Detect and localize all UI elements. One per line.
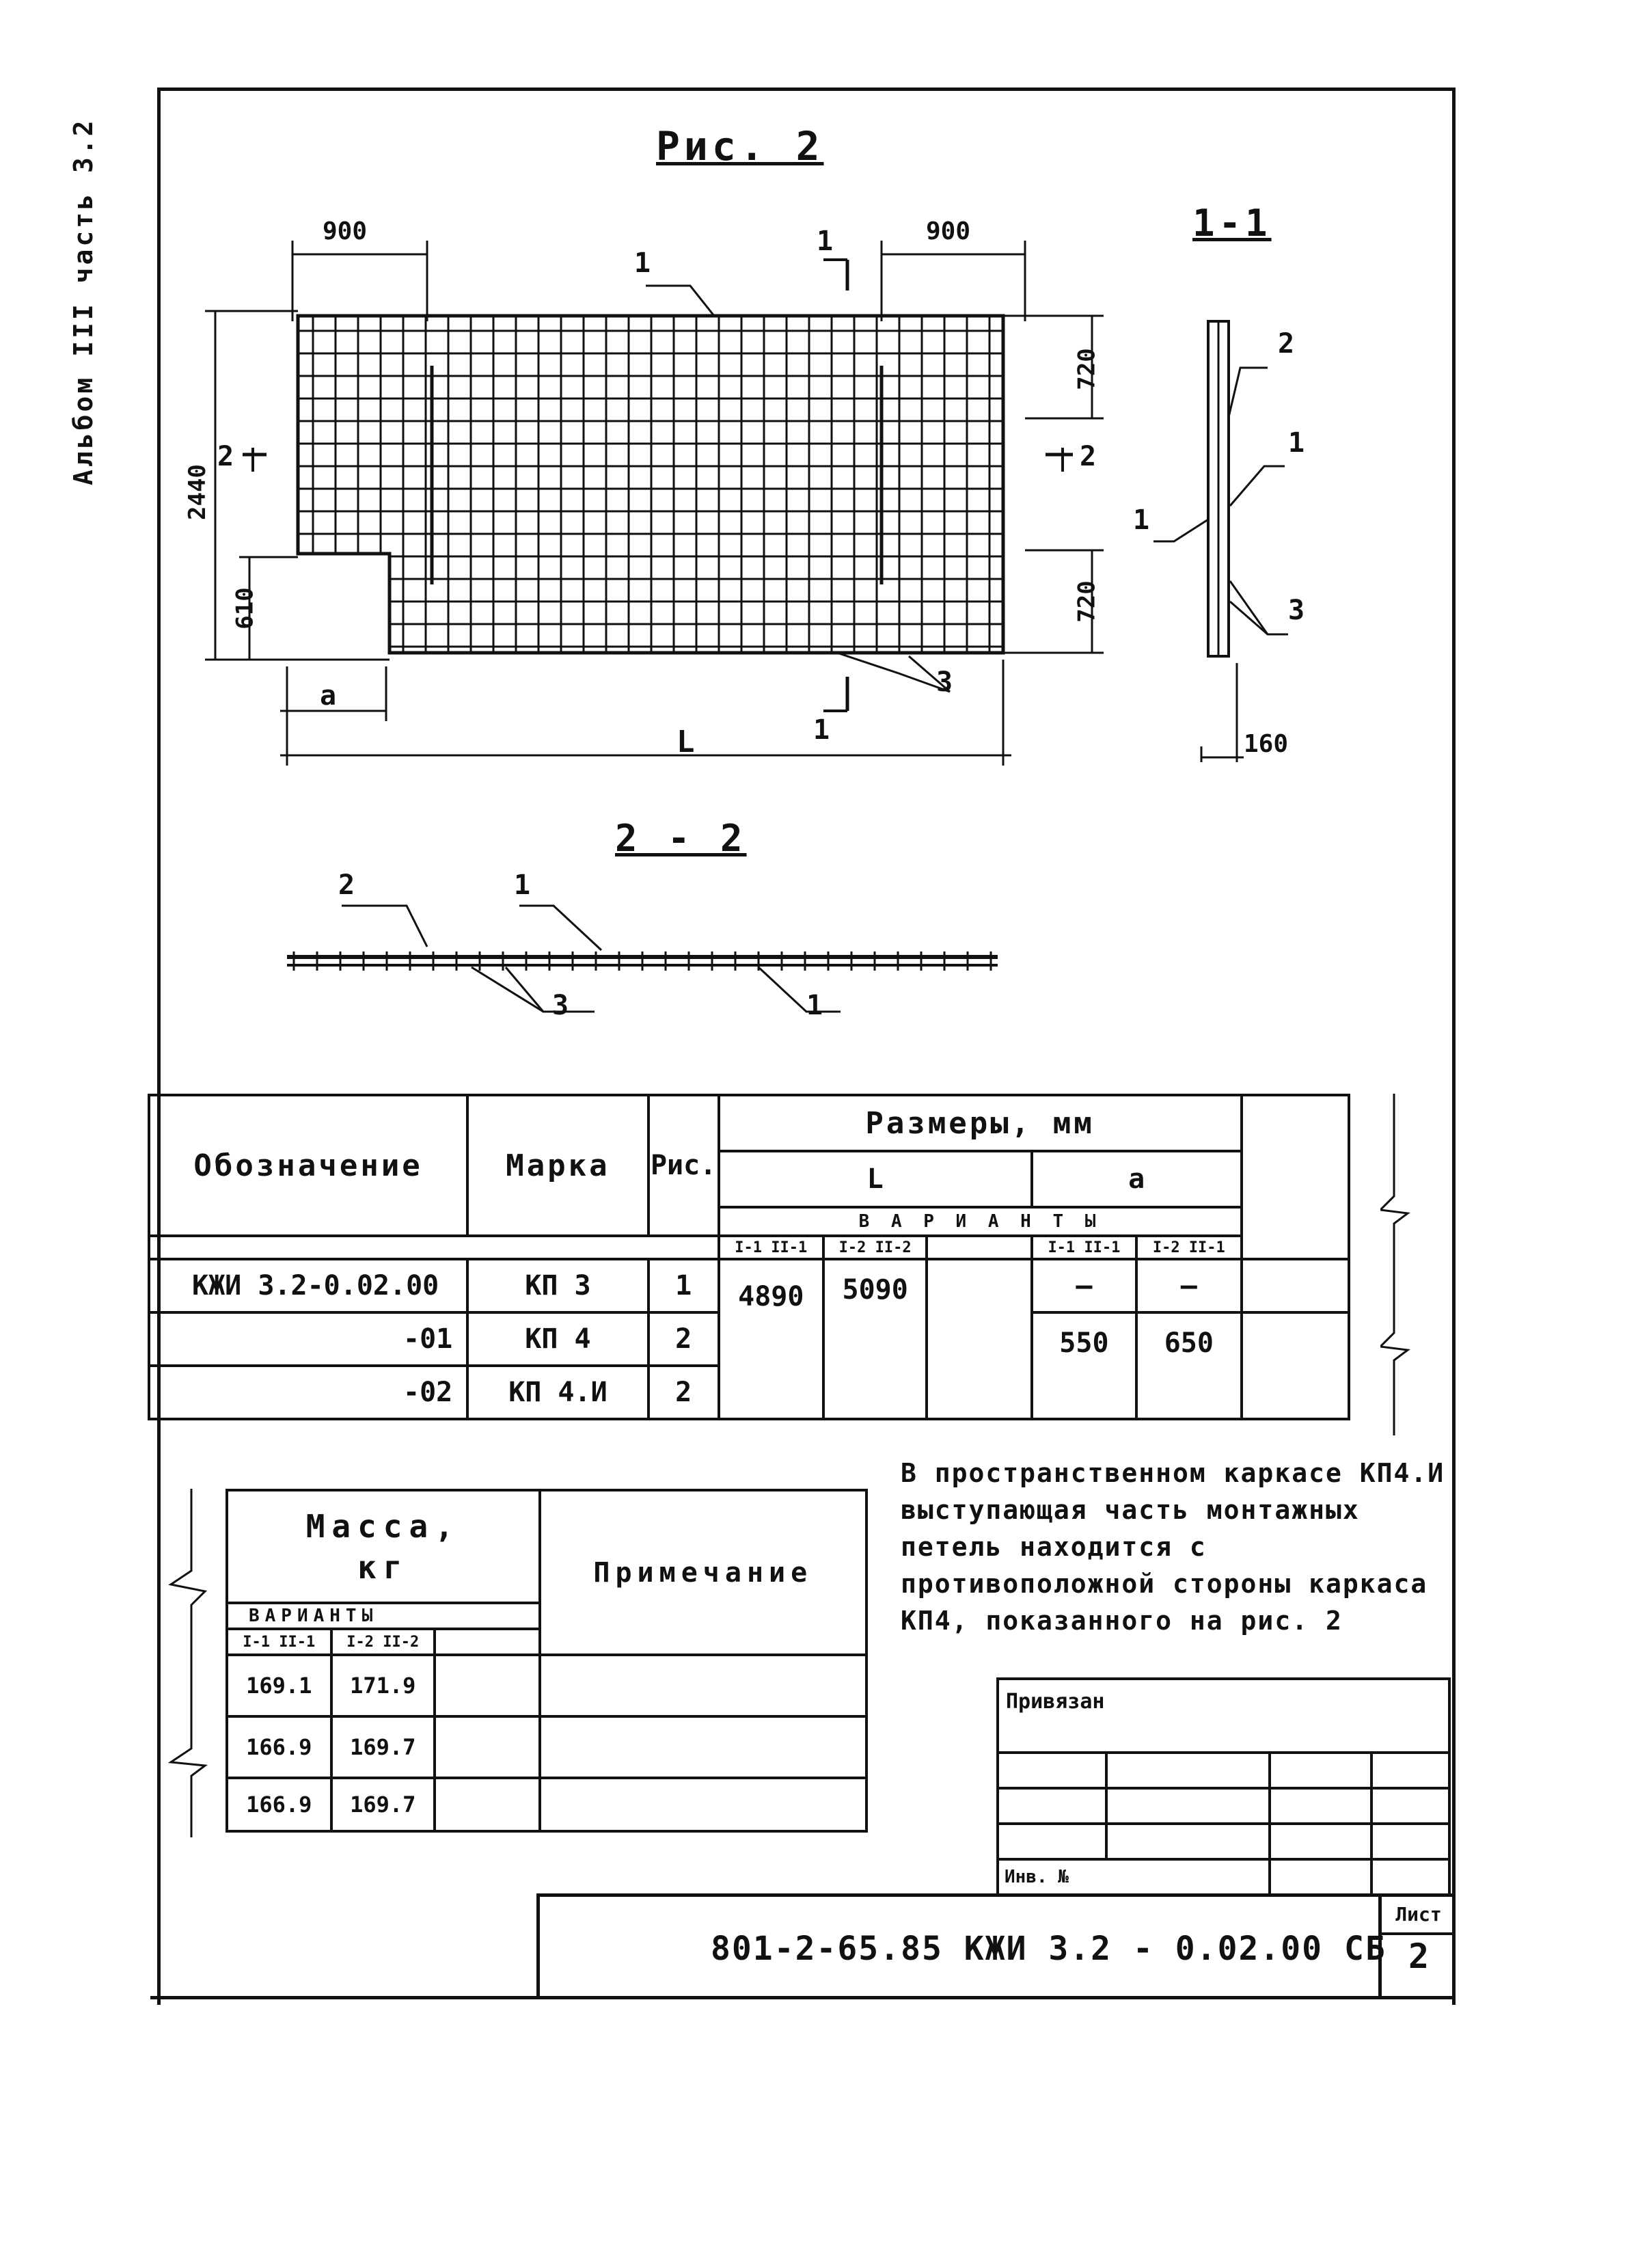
- a-value-2: 650: [1136, 1312, 1241, 1419]
- a-value-1: 550: [1032, 1312, 1136, 1419]
- mass-row3-1: 166.9: [227, 1778, 331, 1831]
- mass-row2-note: [540, 1716, 866, 1778]
- mass-table: [226, 1489, 868, 1833]
- callout-3-plan: 3: [936, 666, 953, 698]
- row2-mark: КП 4: [467, 1312, 648, 1366]
- row1-extra: [1242, 1259, 1349, 1312]
- mass-variants: ВАРИАНТЫ: [227, 1603, 540, 1629]
- break-mark-left: [157, 1489, 212, 1837]
- header-variants: В А Р И А Н Т Ы: [719, 1207, 1242, 1236]
- header-mark: Марка: [467, 1095, 648, 1236]
- mass-row2-3: [435, 1716, 540, 1778]
- dim-720-bottom: 720: [1073, 580, 1101, 623]
- album-label-text: Альбом III часть 3.2: [68, 118, 98, 485]
- row1-designation: КЖИ 3.2-0.02.00: [149, 1259, 467, 1312]
- a-row1-1: —: [1032, 1259, 1136, 1312]
- sheet-box: [1378, 1897, 1456, 1999]
- dim-720-top: 720: [1073, 348, 1101, 390]
- sec11-callout-1b: 1: [1133, 504, 1150, 536]
- row2-fig: 2: [648, 1312, 719, 1366]
- spec-right-empty: [1242, 1095, 1349, 1259]
- L-value-3: [927, 1259, 1031, 1419]
- mass-variant-2: I-2 II-2: [331, 1629, 435, 1655]
- sec22-callout-1a: 1: [514, 869, 531, 901]
- frame-drawings: [0, 0, 1625, 1066]
- mass-row1-note: [540, 1655, 866, 1716]
- row23-extra: [1242, 1312, 1349, 1419]
- header-fig: Рис.: [648, 1095, 719, 1236]
- header-sizes: Размеры, мм: [719, 1095, 1242, 1151]
- header-a: а: [1032, 1151, 1242, 1207]
- L-value-1: 4890: [719, 1259, 823, 1419]
- mass-row1-1: 169.1: [227, 1655, 331, 1716]
- header-L: L: [719, 1151, 1032, 1207]
- dim-2440: 2440: [183, 464, 211, 520]
- sheet-number: 2: [1408, 1936, 1430, 1976]
- dim-900-left: 900: [323, 217, 368, 245]
- row3-designation: -02: [149, 1366, 467, 1419]
- mass-row3-2: 169.7: [331, 1778, 435, 1831]
- row3-fig: 2: [648, 1366, 719, 1419]
- row1-fig: 1: [648, 1259, 719, 1312]
- mass-title: Масса,: [305, 1507, 461, 1545]
- dim-900-right: 900: [926, 217, 971, 245]
- mass-row3-3: [435, 1778, 540, 1831]
- variant-L-1: I-1 II-1: [719, 1236, 823, 1259]
- callout-1-plan: 1: [634, 247, 651, 279]
- cut-1-bottom: 1: [813, 714, 830, 746]
- binding-block: [996, 1677, 1451, 1896]
- header-designation: Обозначение: [149, 1095, 467, 1236]
- header-note: Примечание: [540, 1490, 866, 1655]
- variant-a-2: I-2 II-1: [1136, 1236, 1241, 1259]
- row2-designation: -01: [149, 1312, 467, 1366]
- cut-2-left: 2: [217, 441, 234, 472]
- sec11-callout-3: 3: [1288, 595, 1305, 626]
- mass-unit: кг: [357, 1548, 409, 1586]
- inventory-number: Инв. №: [998, 1859, 1270, 1895]
- mass-variant-3: [435, 1629, 540, 1655]
- section-1-1-title: 1-1: [1192, 202, 1272, 245]
- cut-2-right: 2: [1080, 441, 1097, 472]
- row3-mark: КП 4.И: [467, 1366, 648, 1419]
- section-2-2-title: 2 - 2: [615, 817, 747, 860]
- dim-L: L: [677, 725, 695, 759]
- row1-mark: КП 3: [467, 1259, 648, 1312]
- specification-table: [148, 1094, 1350, 1420]
- binding-title: Привязан: [998, 1679, 1449, 1753]
- sec22-callout-2: 2: [338, 869, 355, 901]
- sec11-callout-2: 2: [1278, 328, 1295, 360]
- mass-row1-3: [435, 1655, 540, 1716]
- sec22-callout-1b: 1: [806, 990, 823, 1021]
- mass-row1-2: 171.9: [331, 1655, 435, 1716]
- variant-a-1: I-1 II-1: [1032, 1236, 1136, 1259]
- sec11-callout-1a: 1: [1288, 427, 1305, 459]
- mass-row2-2: 169.7: [331, 1716, 435, 1778]
- mass-row2-1: 166.9: [227, 1716, 331, 1778]
- spec-blank-sub: [149, 1236, 719, 1259]
- sheet-label: Лист: [1382, 1897, 1456, 1935]
- break-mark-right: [1380, 1094, 1435, 1435]
- note-text: В пространственном каркасе КП4.И выступающая часть монтажных петель находится с противоположной стороны каркаса КП4, показанного на рис. 2: [901, 1458, 1445, 1636]
- a-row1-2: —: [1136, 1259, 1241, 1312]
- mass-header: [227, 1490, 540, 1603]
- variant-L-3: [927, 1236, 1031, 1259]
- mesh-grid: [298, 316, 1003, 653]
- dim-610: 610: [231, 587, 259, 630]
- sec11-dim-160: 160: [1244, 730, 1289, 758]
- figure-title: Рис. 2: [656, 123, 824, 170]
- cut-1-top: 1: [817, 226, 834, 257]
- document-code: 801-2-65.85 КЖИ 3.2 - 0.02.00 СБ: [711, 1930, 1387, 1968]
- dim-a: а: [320, 680, 337, 712]
- variant-L-2: I-2 II-2: [823, 1236, 927, 1259]
- sec22-callout-3: 3: [552, 990, 569, 1021]
- L-value-2: 5090: [823, 1259, 927, 1419]
- mass-row3-note: [540, 1778, 866, 1831]
- title-stamp: [536, 1893, 1456, 1999]
- mass-variant-1: I-1 II-1: [227, 1629, 331, 1655]
